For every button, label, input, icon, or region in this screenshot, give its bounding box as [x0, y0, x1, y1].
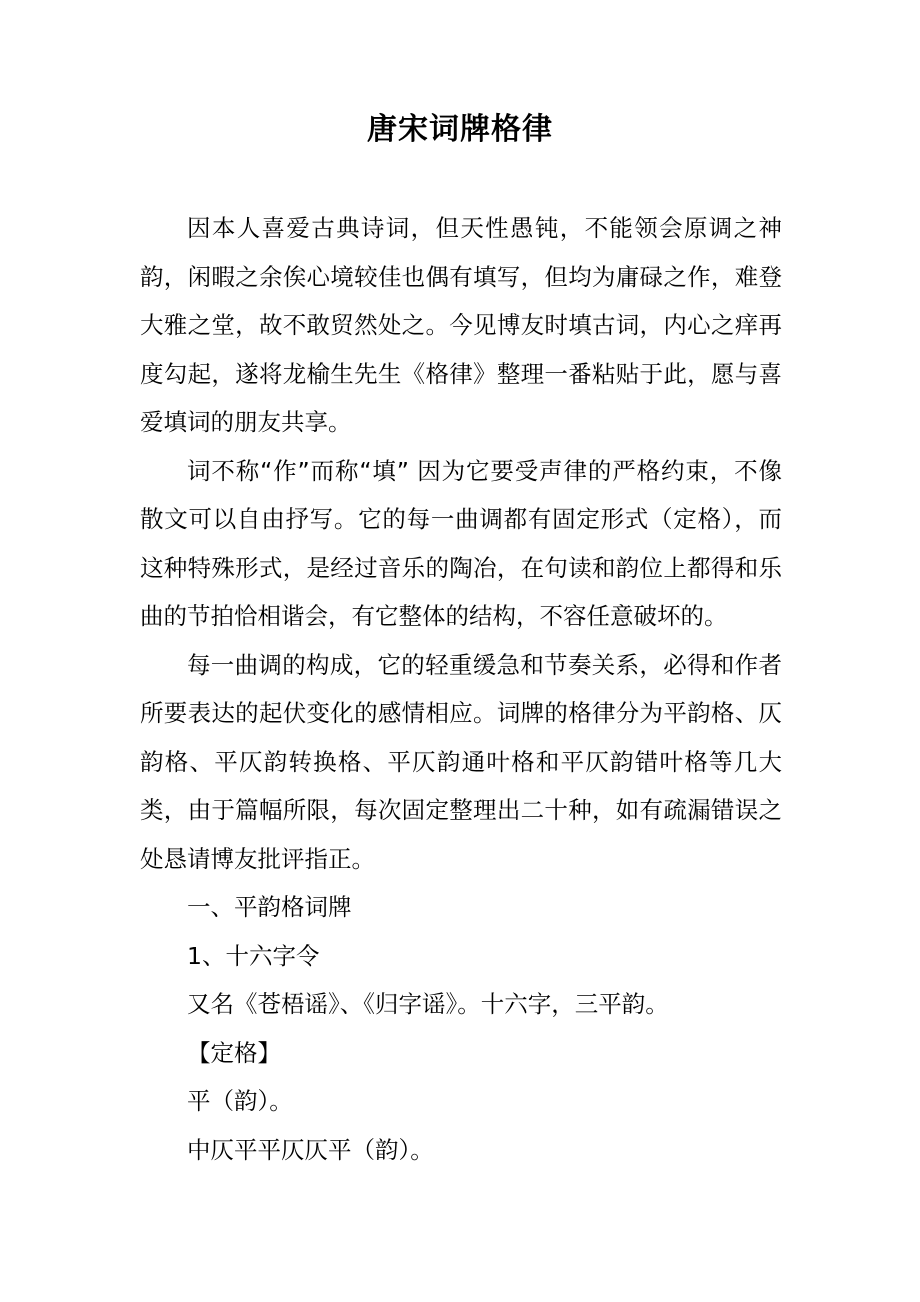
document-body — [140, 204, 782, 1174]
structure-paragraph: 每一曲调的构成，它的轻重缓急和节奏关系，必得和作者所要表达的起伏变化的感情相应。词牌的格律分为平韵格、仄韵格、平仄韵转换格、平仄韵通叶格和平仄韵错叶格等几大类，由于篇幅所限，每次固定整理出二十种，如有疏漏错误之处恳请博友批评指正。 — [140, 650, 782, 873]
section-heading: 一、平韵格词牌 — [187, 893, 352, 921]
format-line: 中仄平平仄仄平（韵）。 — [187, 1135, 434, 1164]
intro-paragraph: 因本人喜爱古典诗词，但天性愚钝，不能领会原调之神韵，闲暇之余俟心境较佳也偶有填写，但均为庸碌之作，难登大雅之堂，故不敢贸然处之。今见博友时填古词，内心之痒再度勾起，遂将龙榆生先生《格律》整理一番粘贴于此，愿与喜爱填词的朋友共享。 — [140, 214, 782, 436]
definition-paragraph: 词不称“作”而称“填” 因为它要受声律的严格约束，不像散文可以自由抒写。它的每一曲调都有固定形式（定格），而这种特殊形式，是经过音乐的陶冶，在句读和韵位上都得和乐曲的节拍恰相谐会，有它整体的结构，不容任意破坏的。 — [140, 456, 782, 630]
document-title: 唐宋词牌格律 — [367, 112, 553, 147]
item-heading: 1、十六字令 — [187, 941, 320, 970]
format-label: 【定格】 — [187, 1038, 281, 1067]
format-line: 平（韵）。 — [187, 1087, 293, 1115]
item-description: 又名《苍梧谣》、《归字谣》。十六字，三平韵。 — [187, 990, 669, 1018]
